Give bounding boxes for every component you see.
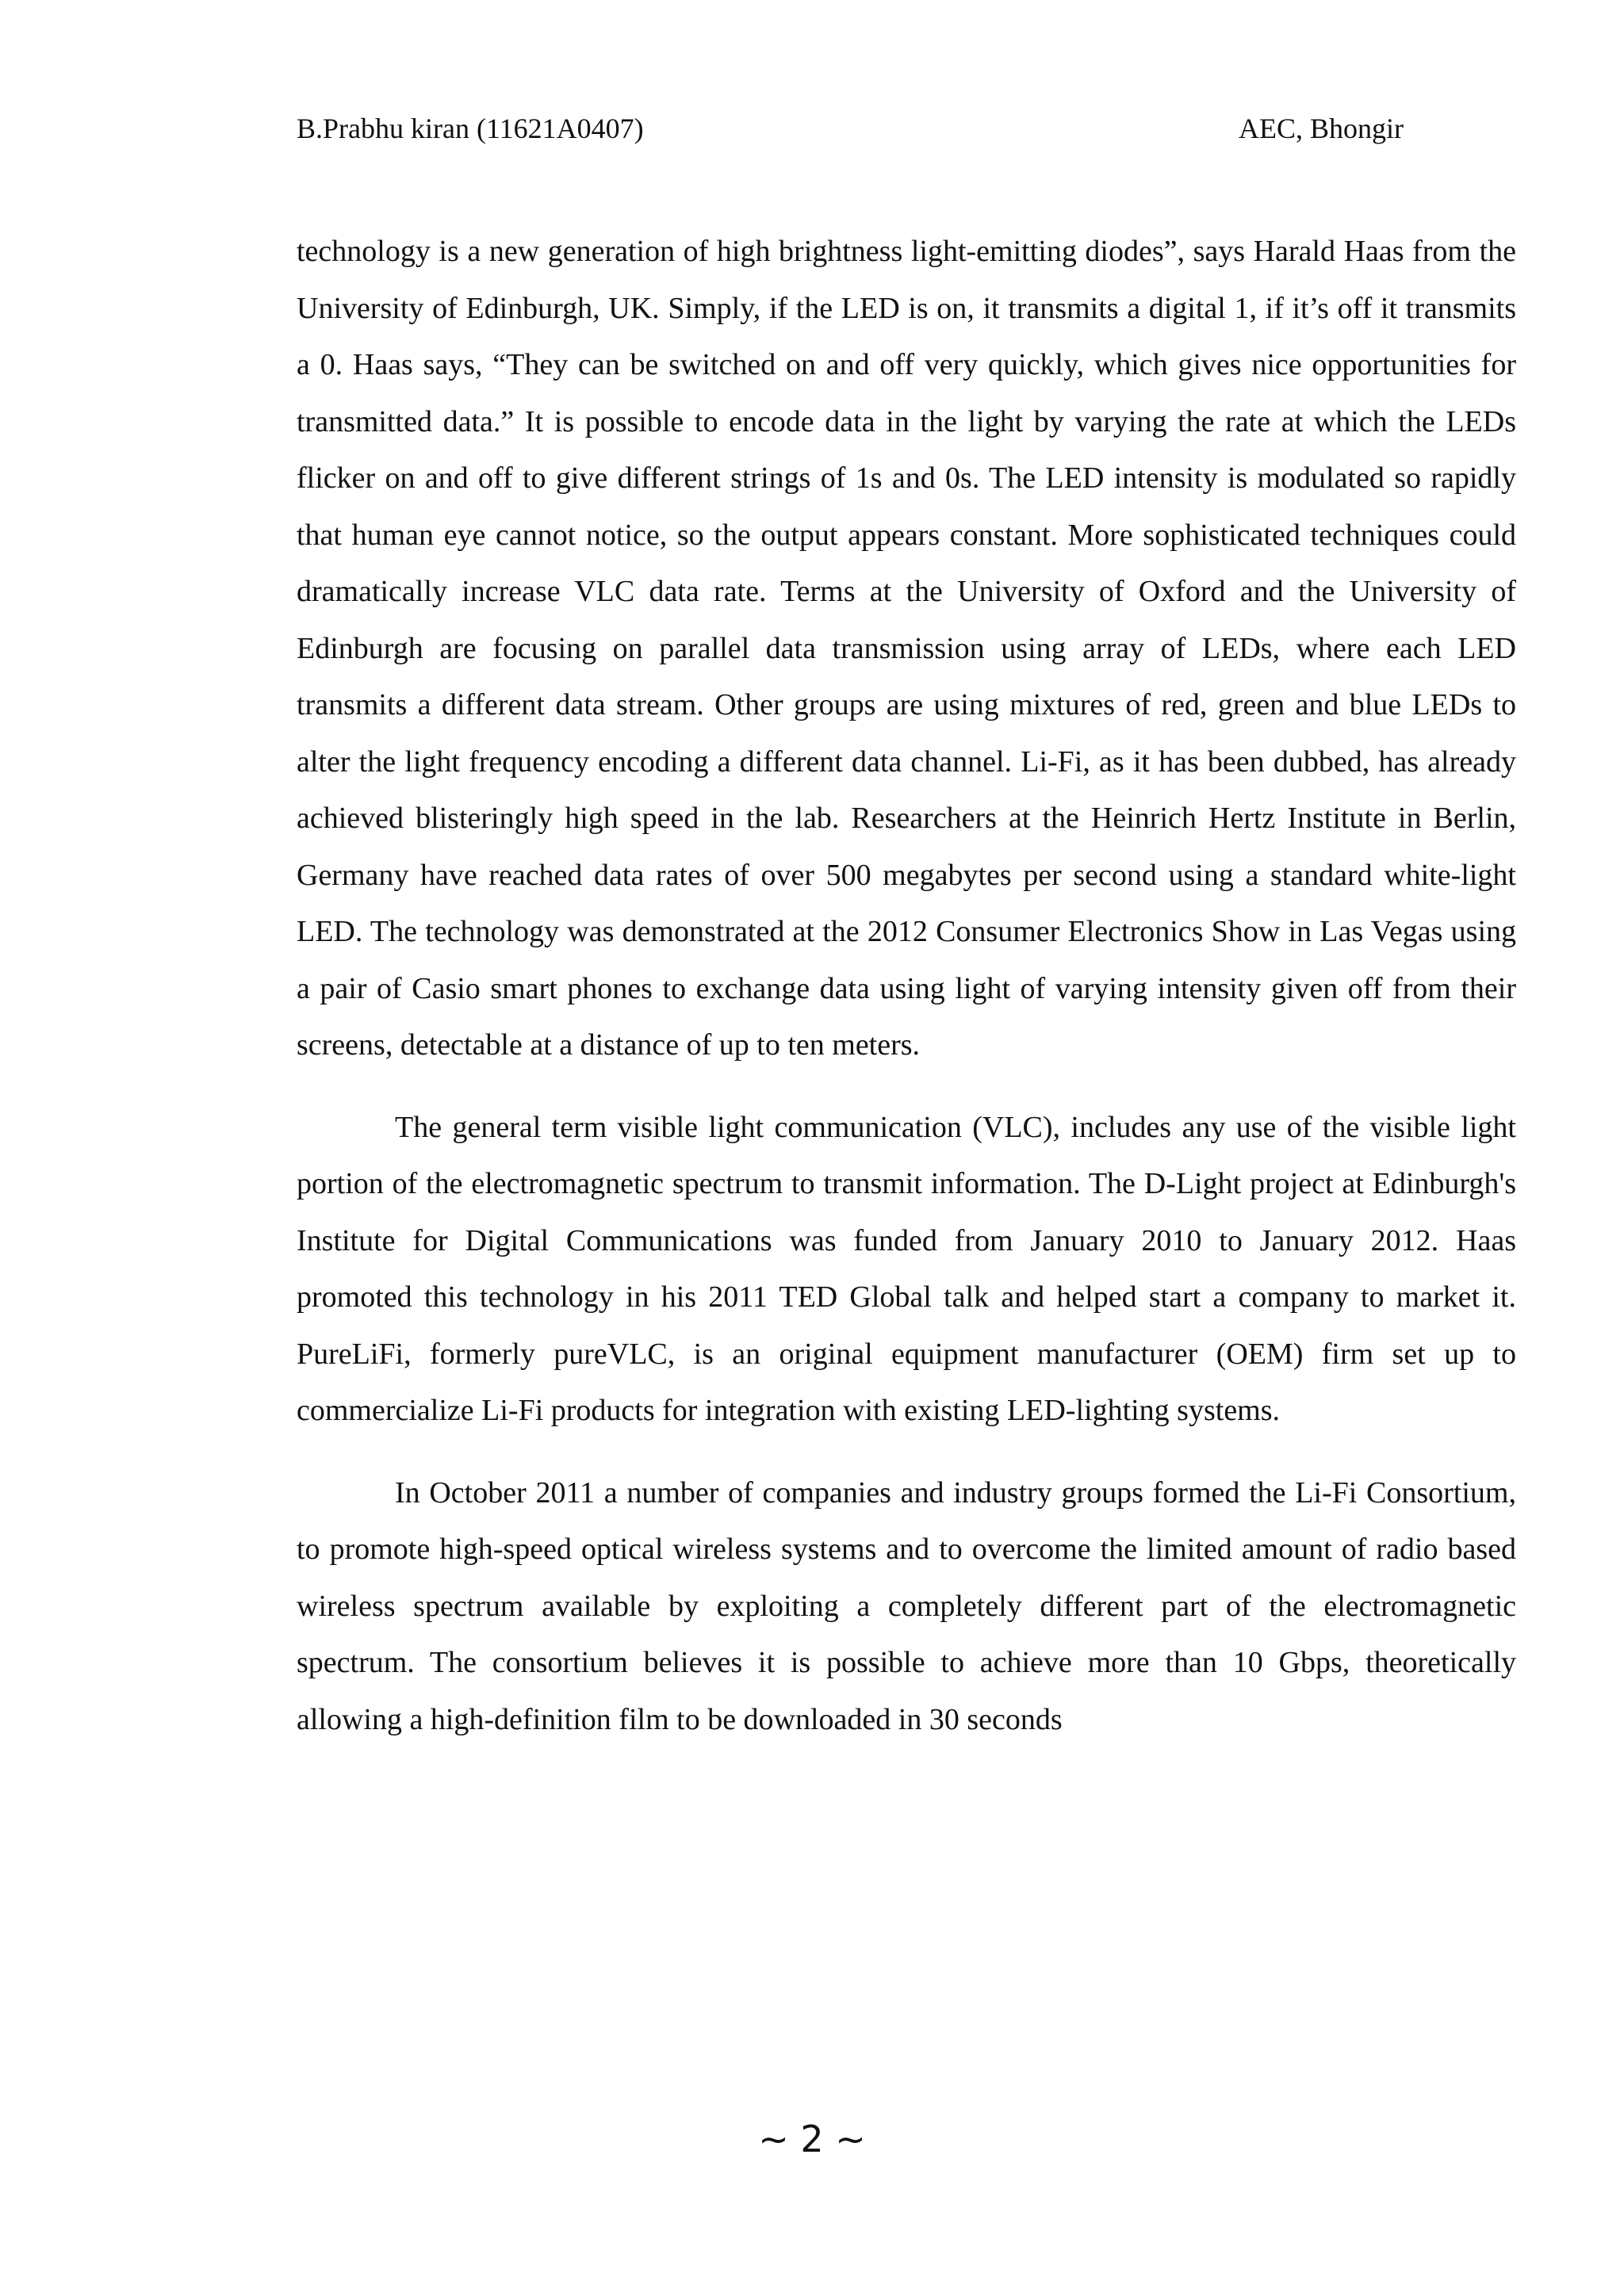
paragraph-3: In October 2011 a number of companies and industry groups formed the Li-Fi Consortium, to promote high-speed optical wireless systems and to overcome the limited amount of radio based wireless spectrum available by exploiting a completely different part of the electromagnetic spectrum. The consortium believes it is possible to achieve more than 10 Gbps, theoretically allowing a high-definition film to be downloaded in 30 seconds bbox=[297, 1475, 1516, 1736]
header-institution: AEC, Bhongir bbox=[1238, 113, 1404, 144]
page-number: ~ 2 ~ bbox=[758, 2118, 866, 2160]
paragraph-1: technology is a new generation of high brightness light-emitting diodes”, says Harald Haas from the University of Edinburgh, UK. Simply, if the LED is on, it transmits a digital 1, if it’s off it transmits a 0. Haas says, “They can be switched on and off very quickly, which gives nice opportunities for transmitted data.” It is possible to encode data in the light by varying the rate at which the LEDs flicker on and off to give different strings of 1s and 0s. The LED intensity is modulated so rapidly that human eye cannot notice, so the output appears constant. More sophisticated techniques could dramatically increase VLC data rate. Terms at the University of Oxford and the University of Edinburgh are focusing on parallel data transmission using array of LEDs, where each LED transmits a different data stream. Other groups are using mixtures of red, green and blue LEDs to alter the light frequency encoding a different data channel. Li-Fi, as it has been dubbed, has already achieved blisteringly high speed in the lab. Researchers at the Heinrich Hertz Institute in Berlin, Germany have reached data rates of over 500 megabytes per second using a standard white-light LED. The technology was demonstrated at the 2012 Consumer Electronics Show in Las Vegas using a pair of Casio smart phones to exchange data using light of varying intensity given off from their screens, detectable at a distance of up to ten meters. bbox=[297, 235, 1516, 1062]
paragraph-2: The general term visible light communication (VLC), includes any use of the visible light portion of the electromagnetic spectrum to transmit information. The D-Light project at Edinburgh's Institute for Digital Communications was funded from January 2010 to January 2012. Haas promoted this technology in his 2011 TED Global talk and helped start a company to market it. PureLiFi, formerly pureVLC, is an original equipment manufacturer (OEM) firm set up to commercialize Li-Fi products for integration with existing LED-lighting systems. bbox=[297, 1110, 1516, 1427]
header-author: B.Prabhu kiran (11621A0407) bbox=[297, 113, 644, 144]
page-header bbox=[297, 109, 1404, 147]
page-body bbox=[297, 224, 1516, 1774]
